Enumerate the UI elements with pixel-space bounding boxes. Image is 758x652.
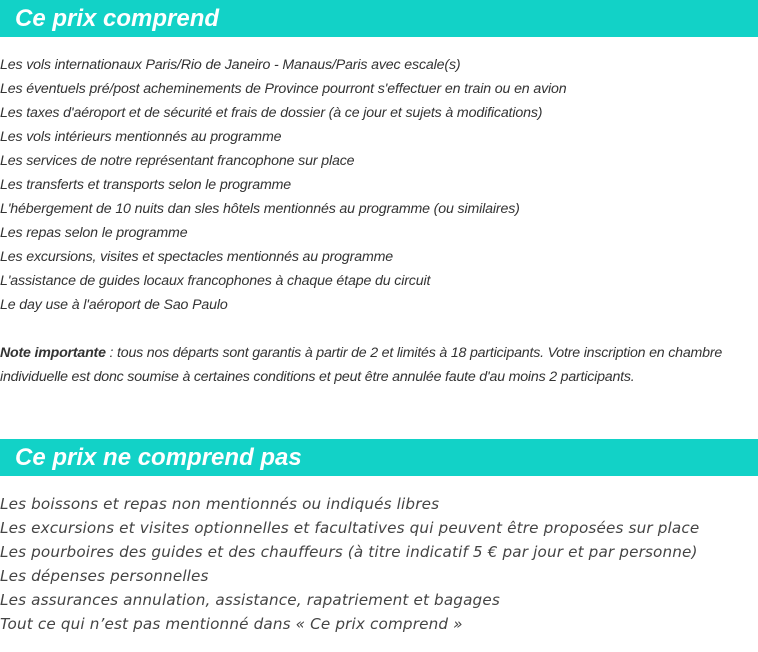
included-item: L'hébergement de 10 nuits dan sles hôtels mentionnés au programme (ou similaires) bbox=[0, 201, 520, 217]
included-section-header bbox=[0, 0, 758, 37]
included-item: Les vols intérieurs mentionnés au programme bbox=[0, 129, 282, 145]
included-item: Les repas selon le programme bbox=[0, 225, 188, 241]
included-item: Les services de notre représentant francophone sur place bbox=[0, 153, 355, 169]
included-item: Les taxes d'aéroport et de sécurité et frais de dossier (à ce jour et sujets à modifications) bbox=[0, 105, 543, 121]
note-label: Note importante bbox=[0, 345, 106, 361]
excluded-item: Les excursions et visites optionnelles et facultatives qui peuvent être proposées sur place bbox=[0, 519, 700, 537]
included-item: L'assistance de guides locaux francophones à chaque étape du circuit bbox=[0, 273, 431, 289]
included-title: Ce prix comprend bbox=[15, 5, 220, 32]
important-note bbox=[0, 341, 758, 389]
included-item: Le day use à l'aéroport de Sao Paulo bbox=[0, 297, 228, 313]
excluded-item: Les boissons et repas non mentionnés ou indiqués libres bbox=[0, 495, 440, 513]
included-item: Les vols internationaux Paris/Rio de Janeiro - Manaus/Paris avec escale(s) bbox=[0, 57, 461, 73]
excluded-section-header bbox=[0, 439, 758, 476]
note-text: : tous nos départs sont garantis à partir de 2 et limités à 18 participants. Votre inscription en chambre individuelle est donc soumise à certaines conditions et peut être annulée faute d'au moins 2 participants. bbox=[0, 345, 723, 385]
excluded-title: Ce prix ne comprend pas bbox=[15, 444, 302, 471]
included-list bbox=[0, 53, 758, 317]
included-item: Les éventuels pré/post acheminements de Province pourront s'effectuer en train ou en avion bbox=[0, 81, 567, 97]
excluded-item: Les pourboires des guides et des chauffeurs (à titre indicatif 5 € par jour et par personne) bbox=[0, 543, 698, 561]
excluded-item: Les assurances annulation, assistance, rapatriement et bagages bbox=[0, 591, 500, 609]
included-item: Les transferts et transports selon le programme bbox=[0, 177, 292, 193]
excluded-list bbox=[0, 492, 758, 636]
excluded-item: Tout ce qui n’est pas mentionné dans « Ce prix comprend » bbox=[0, 615, 463, 633]
excluded-item: Les dépenses personnelles bbox=[0, 567, 209, 585]
included-item: Les excursions, visites et spectacles mentionnés au programme bbox=[0, 249, 394, 265]
